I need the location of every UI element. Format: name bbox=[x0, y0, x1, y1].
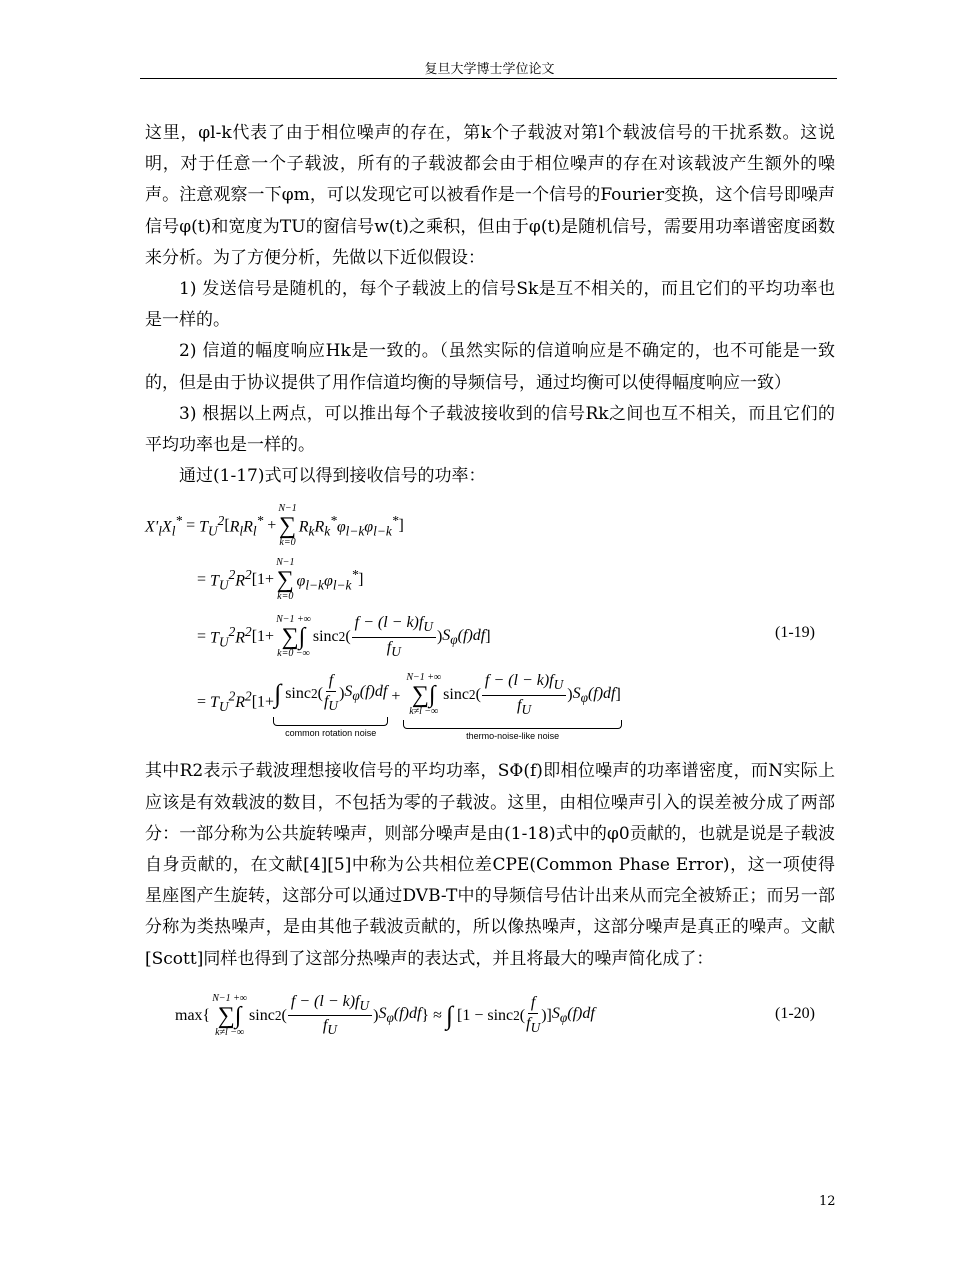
equation-1-19 bbox=[145, 504, 835, 750]
running-header: 复旦大学博士学位论文 bbox=[424, 62, 555, 77]
paragraph-1: 这里，φl-k代表了由于相位噪声的存在，第k个子载波对第l个载波信号的干扰系数。这说明，对于任意一个子载波，所有的子载波都会由于相位噪声的存在对该载波产生额外的噪声。注意观察一下φm，可以发现它可以被看作是一个信号的Fourier变换，这个信号即噪声信号φ(t)和宽度为TU的窗信号w(t)之乘积，但由于φ(t)是随机信号，需要用功率谱密度函数来分析。为了方便分析，先做以下近似假设： bbox=[145, 123, 835, 268]
eq-line-1: $X'_lX_l^*$ = $T_U^2$ [ $R_lR_l^*$ + N−1 ∑ k=0 $R_kR_k^*\varphi_{l-k}\varphi_{l-k}^*$ ] bbox=[145, 503, 404, 549]
assumption-3: 3) 根据以上两点，可以推出每个子载波接收到的信号Rk之间也互不相关，而且它们的平均功率也是一样的。 bbox=[145, 403, 835, 456]
underbrace-common bbox=[273, 717, 388, 726]
header-rule bbox=[140, 78, 837, 79]
equation-1-20 bbox=[145, 987, 835, 1057]
common-rotation-term: ∫ sinc 2 ( $\frac{f}{f_U}$ ) $S_\varphi(f)df$ common rotation noise bbox=[274, 672, 388, 738]
underbrace-thermo bbox=[403, 720, 621, 729]
eq-line-4: = $T_U^2R^2[1+$ ∫ sinc 2 ( $\frac{f}{f_U}$ ) $S_\varphi(f)df$ common rotation noise + N−1 +∞ ∑∫ k≠l −∞ sinc 2 ( $\frac{f - (l - k)f_U}{f_U}$ ) $S_\varphi(f)df$ ] thermo-noise-like noise bbox=[197, 672, 621, 741]
page-body bbox=[145, 118, 835, 1057]
thermo-noise-term: N−1 +∞ ∑∫ k≠l −∞ sinc 2 ( $\frac{f - (l - k)f_U}{f_U}$ ) $S_\varphi(f)df$ ] thermo-noise-like noise bbox=[404, 672, 620, 740]
eq2-line: max{ N−1 +∞ ∑∫ k≠l −∞ sinc 2 ( $\frac{f - (l - k)f_U}{f_U}$ ) $S_\varphi(f)df$ } ≈ ∫ [1 − sinc 2 ( $\frac{f}{f_U}$ )] $S_\varphi(f)df$ bbox=[175, 992, 595, 1038]
eq-line-2: = $T_U^2R^2$ [1+ N−1 ∑ k=0 $\varphi_{l-k}\varphi_{l-k}^*$ ] bbox=[197, 557, 364, 603]
assumption-2: 2) 信道的幅度响应Hk是一致的。（虽然实际的信道响应是不确定的，也不可能是一致的，但是由于协议提供了用作信道均衡的导频信号，通过均衡可以使得幅度响应一致） bbox=[145, 341, 835, 393]
page-number: 12 bbox=[819, 1194, 836, 1209]
equation-number-1-19: (1-19) bbox=[775, 624, 815, 642]
label-thermo-noise: thermo-noise-like noise bbox=[466, 730, 560, 741]
equation-intro: 通过(1-17)式可以得到接收信号的功率： bbox=[179, 466, 486, 487]
label-common-rotation-noise: common rotation noise bbox=[285, 727, 377, 738]
equation-number-1-20: (1-20) bbox=[775, 1004, 815, 1022]
paragraph-2: 其中R2表示子载波理想接收信号的平均功率，SΦ(f)即相位噪声的功率谱密度，而N实际上应该是有效载波的数目，不包括为零的子载波。这里，由相位噪声引入的误差被分成了两部分：一部分称为公共旋转噪声，则部分噪声是由(1-18)式中的φ0贡献的，也就是说是子载波自身贡献的，在文献[4][5]中称为公共相位差CPE(Common Phase Error)，这一项使得星座图产生旋转，这部分可以通过DVB-T中的导频信号估计出来从而完全被矫正；而另一部分称为类热噪声，是由其他子载波贡献的，所以像热噪声，这部分噪声是真正的噪声。文献[Scott]同样也得到了这部分热噪声的表达式，并且将最大的噪声简化成了： bbox=[145, 761, 835, 969]
eq-line-3: = $T_U^2R^2$ [1+ N−1 +∞ ∑∫ k=0 −∞ sinc 2 ( $\frac{f - (l - k)f_U}{f_U}$ ) $S_\varphi(f)df$ ] bbox=[197, 614, 491, 660]
assumption-1: 1) 发送信号是随机的，每个子载波上的信号Sk是互不相关的，而且它们的平均功率也是一样的。 bbox=[145, 279, 835, 331]
